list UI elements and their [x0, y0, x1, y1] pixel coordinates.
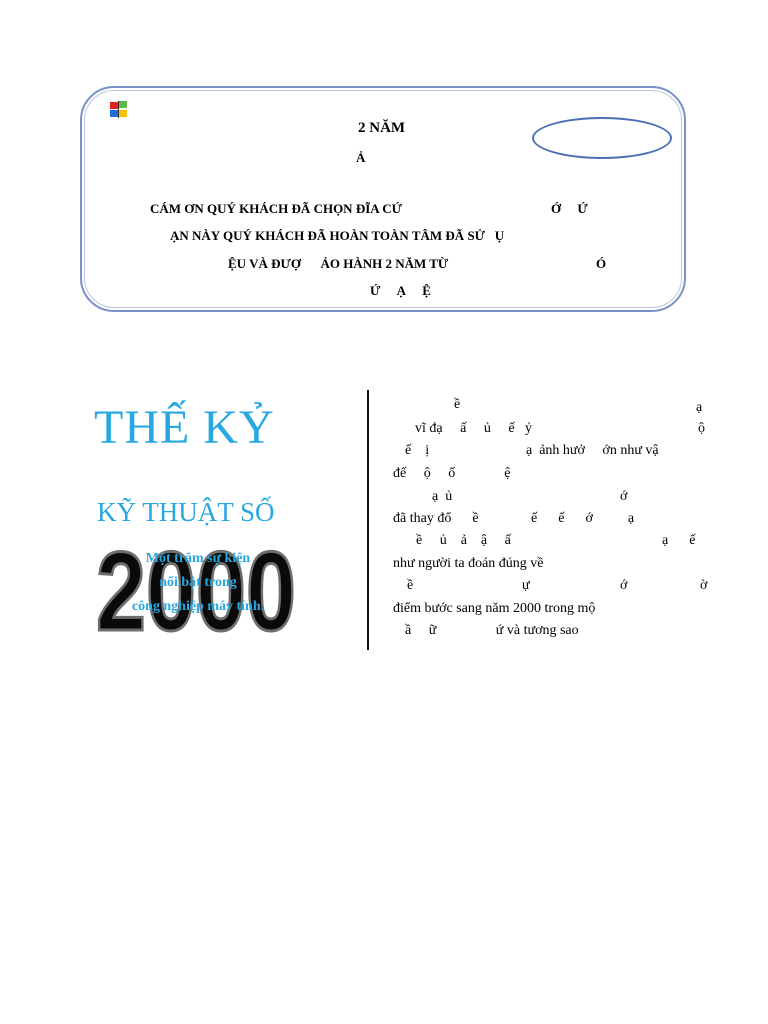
para-line-9d: ờ — [700, 578, 708, 593]
cover-tagline-1: Một trăm sự kiện — [145, 551, 251, 566]
para-line-5a: ạ ủ — [432, 489, 453, 504]
para-line-1b: ạ — [696, 400, 703, 415]
para-line-10: điểm bước sang năm 2000 trong mộ — [393, 601, 596, 616]
cover-title: THẾ KỶ — [94, 401, 275, 454]
year-2000-text: 2000 — [96, 529, 296, 654]
para-line-6: đã thay đổ ề ế ế ớ ạ — [393, 511, 635, 526]
para-line-2b: ộ — [698, 421, 705, 436]
para-line-9a: ề — [407, 578, 414, 593]
banner-line-3a: CÁM ƠN QUÝ KHÁCH ĐÃ CHỌN ĐĨA CỨ — [150, 201, 402, 216]
cover-subtitle: KỸ THUẬT SỐ — [97, 497, 275, 527]
column-divider — [367, 390, 369, 650]
para-line-3b: ạ ảnh hưở ớn như vậ — [526, 443, 659, 458]
para-line-2a: vĩ đạ ấ ủ ế ỷ — [415, 421, 533, 436]
para-line-7a: ề ủ ả ậ ấ — [416, 533, 511, 548]
banner-line-5a: ỆU VÀ ĐƯỢ ẢO HÀNH 2 NĂM TỪ — [228, 256, 449, 271]
para-line-1a: ề — [454, 397, 461, 412]
cover-tagline-2: nổi bật trong — [159, 575, 237, 590]
para-line-11: ầ ữ ứ và tương sao — [405, 623, 579, 638]
banner-line-6: Ứ Ạ Ệ — [370, 283, 431, 298]
banner-line-3b: Ớ Ứ — [551, 201, 588, 216]
banner-heading: 2 NĂM — [358, 120, 406, 136]
banner-line-4: ẠN NÀY QUÝ KHÁCH ĐÃ HOÀN TOÀN TÂM ĐÃ SỬ Ụ — [170, 228, 505, 243]
para-line-4: đế ộ ố ệ — [393, 466, 511, 481]
para-line-8: như người ta đoán đúng về — [393, 556, 544, 571]
para-line-9b: ự — [522, 578, 530, 593]
banner-oval — [532, 117, 672, 159]
cover-tagline-3: công nghiệp máy tính. — [131, 599, 265, 614]
para-line-9c: ớ — [620, 578, 628, 593]
windows-logo-icon — [110, 101, 128, 118]
para-line-3a: ế ị — [405, 443, 430, 458]
banner-line-2: Ả — [356, 150, 366, 165]
para-line-5b: ớ — [620, 489, 628, 504]
banner-line-5b: Ó — [596, 256, 607, 271]
para-line-7b: ạ ế — [662, 533, 696, 548]
